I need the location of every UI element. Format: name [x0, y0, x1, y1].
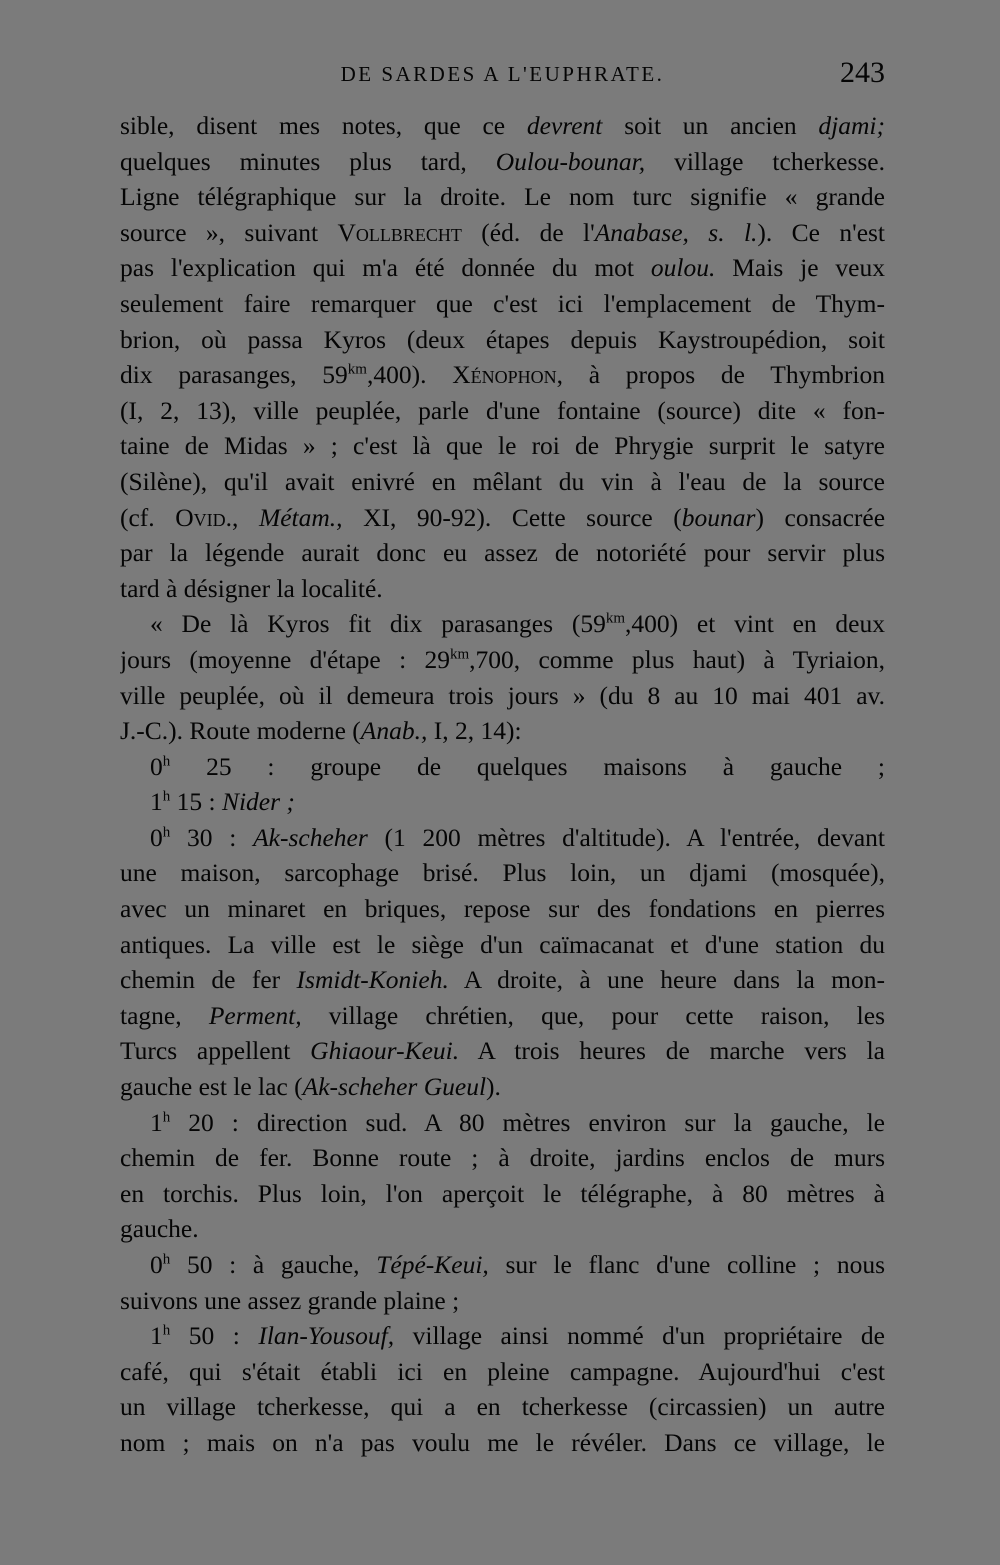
text-line	[120, 393, 885, 429]
text-run: Ligne télégraphique sur la droite. Le nom turc signifie « grande	[120, 182, 885, 212]
text-run: ,400).	[366, 360, 453, 390]
italic-run: devrent	[526, 111, 603, 140]
text-line	[120, 642, 885, 678]
text-run: tagne,	[120, 1000, 209, 1030]
text-line	[120, 1425, 885, 1461]
text-run: ).	[486, 1072, 501, 1102]
text-run: dix parasanges, 59	[120, 360, 348, 390]
italic-run: Anab.,	[360, 716, 428, 746]
text-run: avec un minaret en briques, repose sur des fondations en pierres	[120, 894, 885, 924]
italic-run: Ghiaour-Keui.	[310, 1036, 460, 1066]
text-run: pas l'explication qui m'a été donnée du mot	[120, 253, 651, 283]
text-line	[120, 891, 885, 927]
superscript: h	[162, 788, 171, 805]
text-run: taine de Midas » ; c'est là que le roi de Phrygie surprit le satyre	[120, 431, 885, 461]
text-run: une maison, sarcophage brisé. Plus loin, un djami (mosquée),	[120, 858, 885, 888]
text-run: sible, disent mes notes, que ce	[120, 111, 527, 140]
text-run: A trois heures de marche vers la	[459, 1036, 885, 1066]
text-line	[120, 962, 885, 998]
text-run: Mais je veux	[715, 253, 885, 283]
text-line	[120, 998, 885, 1034]
text-run: 1	[150, 1107, 163, 1137]
text-run: soit un ancien	[602, 111, 819, 140]
text-run: village tcherkesse.	[645, 146, 885, 176]
text-run: 0	[150, 1250, 163, 1279]
text-run: ). Ce n'est	[757, 217, 885, 247]
italic-run: Anabase, s. l.	[594, 217, 758, 247]
text-line	[120, 571, 885, 607]
text-line	[120, 1211, 885, 1247]
text-run: café, qui s'était établi ici en pleine campagne. Aujourd'hui c'est	[120, 1356, 885, 1386]
smallcaps-run: Ovid.	[175, 502, 233, 532]
text-run: ,	[232, 502, 259, 532]
text-line	[120, 784, 885, 820]
superscript: h	[162, 1251, 171, 1268]
text-line	[120, 179, 885, 215]
text-run: 25 : groupe de quelques maisons à gauche ;	[170, 751, 885, 781]
text-run: (Silène), qu'il avait enivré en mêlant du vin à l'eau de la source	[120, 466, 885, 496]
text-line	[120, 1033, 885, 1069]
text-line	[120, 144, 885, 180]
superscript: h	[162, 752, 171, 769]
text-run: jours (moyenne d'étape : 29	[120, 644, 450, 674]
text-run: par la légende aurait donc eu assez de notoriété pour servir plus	[120, 538, 885, 568]
text-line	[120, 1105, 885, 1141]
italic-run: Métam.,	[258, 502, 343, 532]
superscript: km	[449, 646, 470, 663]
text-run: 1	[150, 1321, 163, 1351]
text-run: 0	[150, 751, 163, 781]
smallcaps-run: Vollbrecht	[337, 217, 462, 247]
text-line	[120, 500, 885, 536]
text-line	[120, 108, 885, 144]
text-run: antiques. La ville est le siège d'un caïmacanat et d'une station du	[120, 929, 885, 959]
text-run: chemin de fer. Bonne route ; à droite, jardins enclos de murs	[120, 1143, 885, 1173]
text-line	[120, 428, 885, 464]
text-run: sur le flanc d'une colline ; nous	[488, 1250, 885, 1279]
text-run: tard à désigner la localité.	[120, 573, 383, 603]
page-number: 243	[840, 56, 885, 89]
text-run: source », suivant	[120, 217, 338, 247]
text-run: 50 :	[170, 1321, 259, 1351]
text-line	[120, 535, 885, 571]
superscript: h	[162, 824, 171, 841]
running-title: DE SARDES A L'EUPHRATE.	[340, 62, 665, 86]
text-run: village chrétien, que, pour cette raison, les	[301, 1000, 885, 1030]
text-line	[120, 322, 885, 358]
text-run: ) consacrée	[755, 502, 885, 532]
text-run: , à propos de Thymbrion	[556, 360, 885, 390]
text-run: 20 : direction sud. A 80 mètres environ sur la gauche, le	[170, 1107, 885, 1137]
text-run: 50 : à gauche,	[170, 1250, 377, 1279]
text-line	[120, 820, 885, 856]
text-line	[120, 1389, 885, 1425]
superscript: h	[162, 1322, 171, 1339]
text-run: 15 :	[170, 787, 222, 817]
text-run: A droite, à une heure dans la mon-	[448, 965, 885, 995]
text-line	[120, 855, 885, 891]
text-line	[120, 606, 885, 642]
text-run: I, 2, 14):	[427, 716, 522, 746]
text-run: gauche.	[120, 1214, 199, 1244]
text-line	[120, 713, 885, 749]
text-run: village ainsi nommé d'un propriétaire de	[394, 1321, 885, 1351]
italic-run: Nider ;	[221, 787, 295, 817]
text-run: (1 200 mètres d'altitude). A l'entrée, devant	[367, 822, 885, 852]
text-run: suivons une assez grande plaine ;	[120, 1285, 460, 1315]
text-line	[120, 1354, 885, 1390]
text-run: brion, où passa Kyros (deux étapes depuis Kaystroupédion, soit	[120, 324, 885, 354]
italic-run: djami;	[818, 111, 885, 140]
text-line	[120, 1318, 885, 1354]
text-line	[120, 1247, 885, 1283]
text-run: ville peuplée, où il demeura trois jours » (du 8 au 10 mai 401 av.	[120, 680, 885, 710]
text-run: chemin de fer	[120, 965, 297, 995]
text-line	[120, 678, 885, 714]
text-line	[120, 1069, 885, 1105]
text-line	[120, 1283, 885, 1319]
text-run: (cf.	[120, 502, 176, 532]
text-run: 30 :	[170, 822, 254, 852]
italic-run: Ismidt-Konieh.	[296, 965, 449, 995]
page-header	[120, 56, 885, 96]
text-line	[120, 927, 885, 963]
italic-run: Oulou-bounar,	[495, 146, 646, 176]
text-line	[120, 357, 885, 393]
text-line	[120, 464, 885, 500]
text-run: ,700, comme plus haut) à Tyriaion,	[469, 644, 885, 674]
text-line	[120, 749, 885, 785]
text-run: seulement faire remarquer que c'est ici l'emplacement de Thym-	[120, 288, 885, 318]
italic-run: Ak-scheher	[253, 822, 368, 852]
text-run: (éd. de l'	[461, 217, 595, 247]
italic-run: Ak-scheher Gueul	[302, 1072, 487, 1102]
text-run: 1	[150, 787, 163, 817]
smallcaps-run: Xénophon	[452, 360, 557, 390]
text-run: XI, 90-92). Cette source (	[342, 502, 682, 532]
text-run: un village tcherkesse, qui a en tcherkesse (circassien) un autre	[120, 1392, 885, 1422]
text-run: gauche est le lac (	[120, 1072, 303, 1102]
text-run: nom ; mais on n'a pas voulu me le révéler. Dans ce village, le	[120, 1427, 885, 1457]
italic-run: bounar	[681, 502, 756, 532]
text-run: (I, 2, 13), ville peuplée, parle d'une fontaine (source) dite « fon-	[120, 395, 885, 425]
italic-run: Perment,	[208, 1000, 302, 1030]
superscript: km	[347, 361, 367, 378]
superscript: km	[605, 610, 626, 627]
text-run: en torchis. Plus loin, l'on aperçoit le télégraphe, à 80 mètres à	[120, 1178, 885, 1208]
text-run: J.-C.). Route moderne (	[120, 716, 361, 746]
text-line	[120, 215, 885, 251]
text-run: « De là Kyros fit dix parasanges (59	[150, 609, 606, 639]
body-text	[120, 108, 885, 1461]
italic-run: Tépé-Keui,	[376, 1250, 489, 1279]
text-run: Turcs appellent	[120, 1036, 311, 1066]
text-run: ,400) et vint en deux	[625, 609, 885, 639]
text-line	[120, 1140, 885, 1176]
text-run: 0	[150, 822, 163, 852]
italic-run: Ilan-Yousouf,	[258, 1321, 395, 1351]
superscript: h	[162, 1108, 171, 1125]
italic-run: oulou.	[650, 253, 716, 283]
text-line	[120, 286, 885, 322]
text-line	[120, 250, 885, 286]
text-line	[120, 1176, 885, 1212]
text-run: quelques minutes plus tard,	[120, 146, 496, 176]
